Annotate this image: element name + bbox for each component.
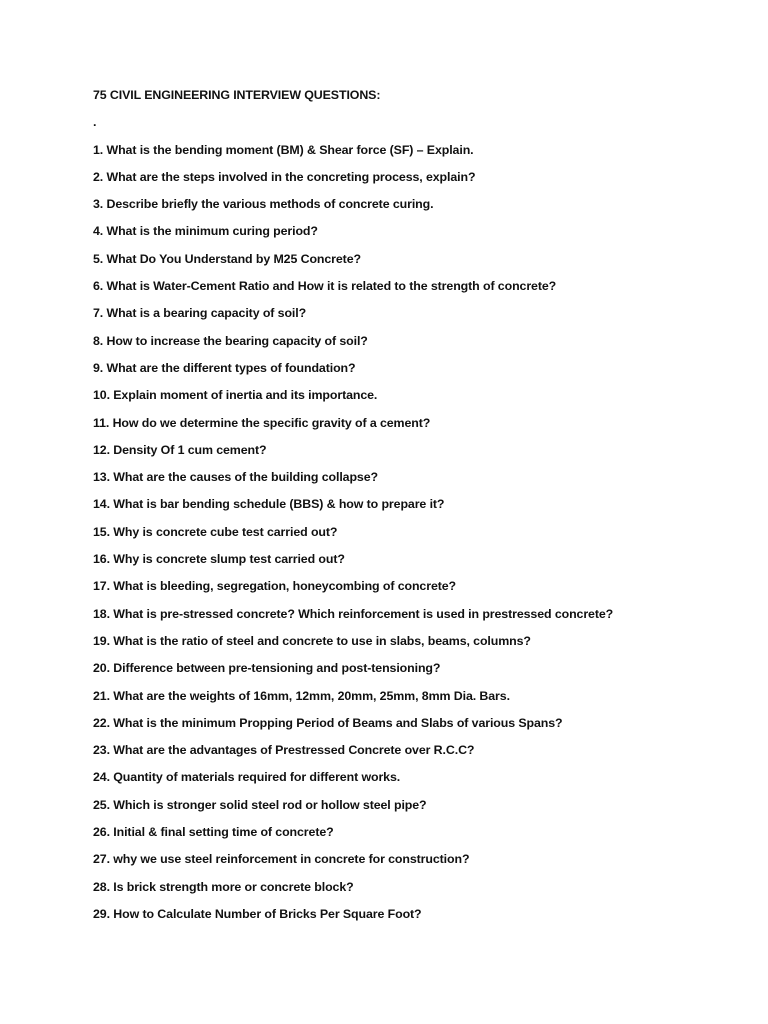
question-item: 9. What are the different types of foundation? xyxy=(93,360,356,375)
question-item: 10. Explain moment of inertia and its importance. xyxy=(93,388,378,403)
question-item: 11. How do we determine the specific gravity of a cement? xyxy=(93,415,431,430)
question-item: 24. Quantity of materials required for different works. xyxy=(93,770,401,785)
question-item: 22. What is the minimum Propping Period of Beams and Slabs of various Spans? xyxy=(93,715,563,730)
question-item: 20. Difference between pre-tensioning and post-tensioning? xyxy=(93,661,441,676)
question-item: 26. Initial & final setting time of concrete? xyxy=(93,825,334,840)
question-item: 1. What is the bending moment (BM) & Shear force (SF) – Explain. xyxy=(93,142,474,157)
question-item: 13. What are the causes of the building collapse? xyxy=(93,470,378,485)
question-item: 19. What is the ratio of steel and concrete to use in slabs, beams, columns? xyxy=(93,633,531,648)
question-item: 14. What is bar bending schedule (BBS) & how to prepare it? xyxy=(93,497,445,512)
question-item: 29. How to Calculate Number of Bricks Per Square Foot? xyxy=(93,906,422,921)
question-item: 16. Why is concrete slump test carried out? xyxy=(93,552,345,567)
question-item: 4. What is the minimum curing period? xyxy=(93,224,318,239)
question-item: 12. Density Of 1 cum cement? xyxy=(93,442,267,457)
question-item: 7. What is a bearing capacity of soil? xyxy=(93,306,307,321)
question-item: 17. What is bleeding, segregation, honeycombing of concrete? xyxy=(93,579,457,594)
question-item: 2. What are the steps involved in the concreting process, explain? xyxy=(93,169,476,184)
question-item: 23. What are the advantages of Prestressed Concrete over R.C.C? xyxy=(93,743,475,758)
question-item: 21. What are the weights of 16mm, 12mm, 20mm, 25mm, 8mm Dia. Bars. xyxy=(93,688,510,703)
document-content xyxy=(93,86,733,932)
question-item: 3. Describe briefly the various methods of concrete curing. xyxy=(93,197,434,212)
question-item: 27. why we use steel reinforcement in concrete for construction? xyxy=(93,852,470,867)
question-item: 18. What is pre-stressed concrete? Which reinforcement is used in prestressed concrete? xyxy=(93,606,614,621)
question-item: 5. What Do You Understand by M25 Concrete? xyxy=(93,251,361,266)
question-item: 25. Which is stronger solid steel rod or hollow steel pipe? xyxy=(93,797,427,812)
separator-dot: . xyxy=(93,115,97,130)
question-item: 15. Why is concrete cube test carried out? xyxy=(93,524,338,539)
question-item: 8. How to increase the bearing capacity of soil? xyxy=(93,333,368,348)
question-item: 6. What is Water-Cement Ratio and How it is related to the strength of concrete? xyxy=(93,279,557,294)
document-title: 75 CIVIL ENGINEERING INTERVIEW QUESTIONS: xyxy=(93,88,381,102)
question-item: 28. Is brick strength more or concrete block? xyxy=(93,879,354,894)
